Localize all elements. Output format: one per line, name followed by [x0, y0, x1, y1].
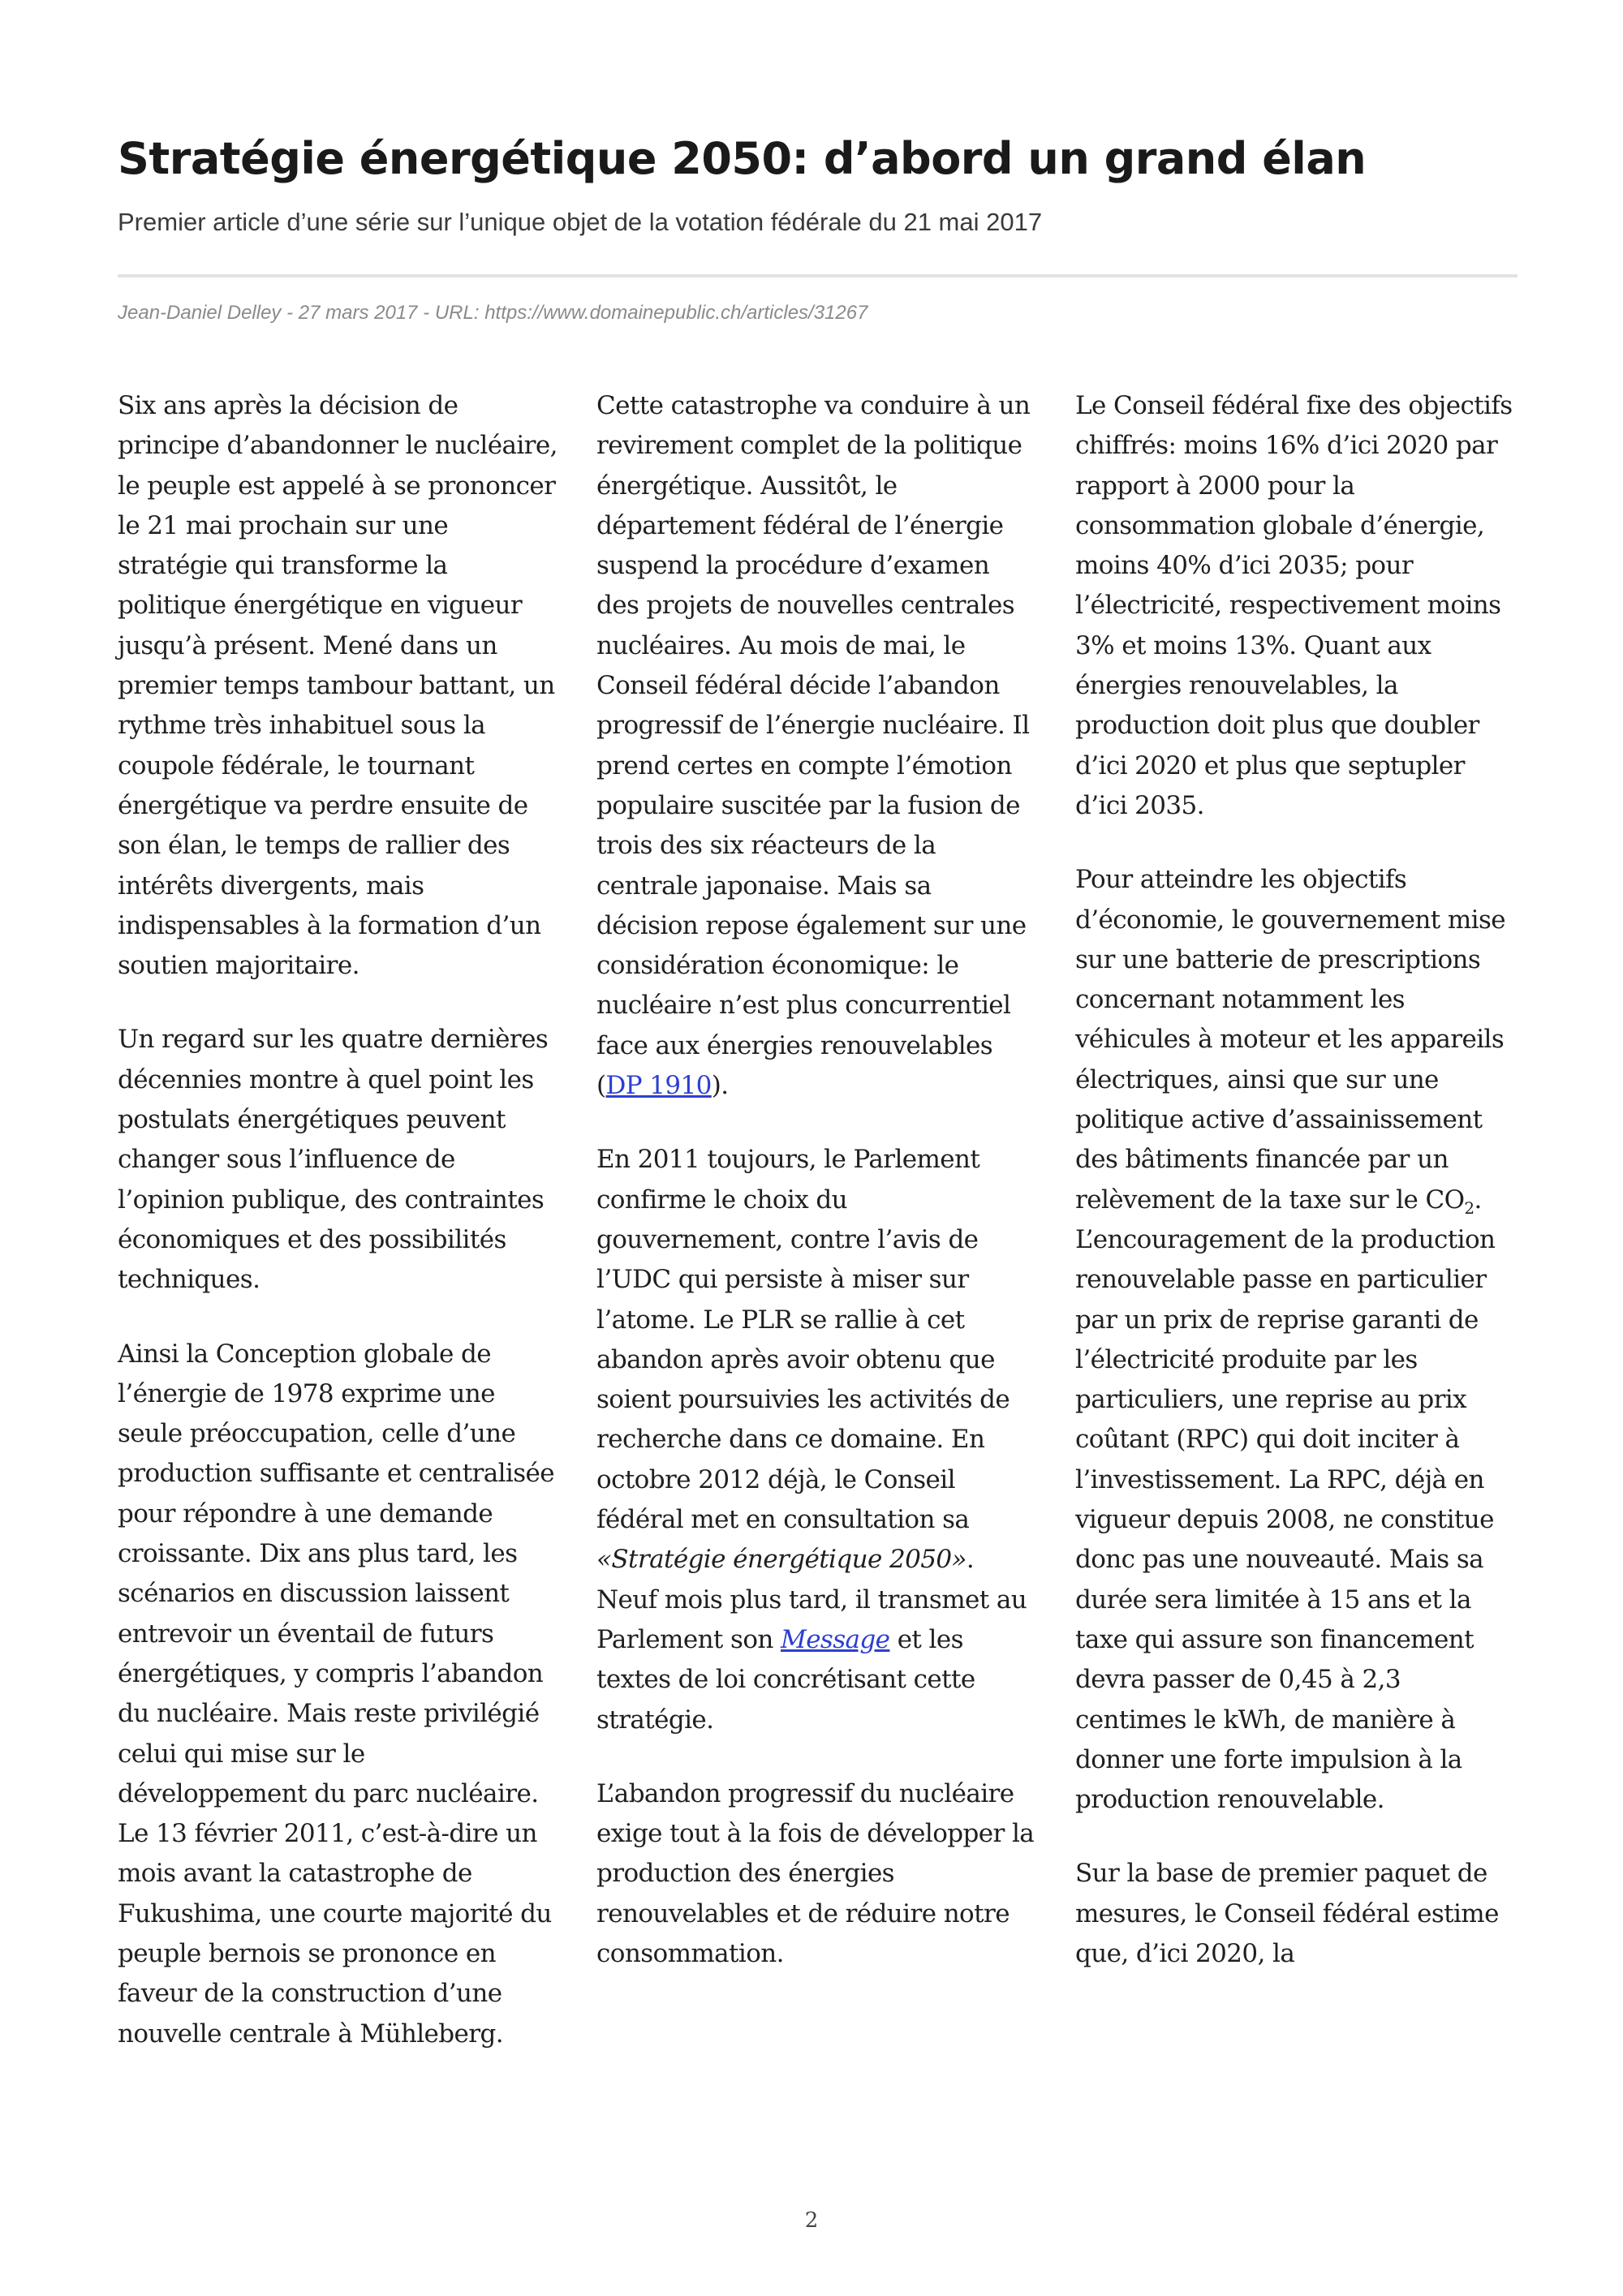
message-link[interactable]: Message — [781, 1624, 890, 1654]
paragraph: Le Conseil fédéral fixe des objectifs chiffrés: moins 16% d’ici 2020 par rapport à 2000 pour la consommation globale d’énergie, moins 40% d’ici 2035; pour l’électricité, respectivement moins 3% et moins 13%. Quant aux énergies renouvelables, la production doit plus que doubler d’ici 2020 et plus que septupler d’ici 2035. — [1075, 391, 1513, 820]
paragraph-text: ). — [711, 1071, 729, 1101]
paragraph: L’abandon progressif du nucléaire exige tout à la fois de développer la production des énergies renouvelables et de réduire notre consommation. — [596, 1778, 1035, 1968]
paragraph-text: . Neuf mois plus tard, il transmet au Parlement son — [596, 1545, 1027, 1654]
paragraph — [596, 1140, 1039, 1739]
article-title: Stratégie énergétique 2050: d’abord un grand élan — [118, 133, 1367, 184]
paragraph — [596, 386, 1039, 1106]
paragraph — [1075, 860, 1518, 1820]
article-subtitle: Premier article d’une série sur l’unique objet de la votation fédérale du 21 mai 2017 — [118, 208, 1043, 236]
paragraph-text: . L’encouragement de la production renouvelable passe en particulier par un prix de reprise garanti de l’électricité produite par les particuliers, une reprise au prix coûtant (RPC) qui doit inciter à l’investissement. La RPC, déjà en vigueur depuis 2008, ne constitue donc pas une nouveauté. Mais sa durée sera limitée à 15 ans et la taxe qui assure son financement devra passer de 0,45 à 2,3 centimes le kWh, de manière à donner une forte impulsion à la production renouvelable. — [1075, 1185, 1496, 1815]
paragraph-text: En 2011 toujours, le Parlement confirme le choix du gouvernement, contre l’avis de l’UDC qui persiste à miser sur l’atome. Le PLR se rallie à cet abandon après avoir obtenu que soient poursuivies les activités de recherche dans ce domaine. En octobre 2012 déjà, le Conseil fédéral met en consultation sa — [596, 1145, 1010, 1535]
paragraph-text: Cette catastrophe va conduire à un revirement complet de la politique énergétique. Aussitôt, le département fédéral de l’énergie suspend la procédure d’examen des projets de nouvelles centrales nucléaires. Au mois de mai, le Conseil fédéral décide l’abandon progressif de l’énergie nucléaire. Il prend certes en compte l’émotion populaire suscitée par la fusion de trois des six réacteurs de la centrale japonaise. Mais sa décision repose également sur une considération économique: le nucléaire n’est plus concurrentiel face aux énergies renouvelables ( — [596, 391, 1031, 1101]
strategy-title: «Stratégie énergétique 2050» — [596, 1545, 966, 1575]
text-column-1 — [118, 386, 560, 2088]
paragraph: Un regard sur les quatre dernières décennies montre à quel point les postulats énergétiques peuvent changer sous l’influence de l’opinion publique, des contraintes économiques et des possibilités techniques. — [118, 1025, 549, 1295]
text-column-3 — [1075, 386, 1518, 2008]
paragraph-text: et les textes de loi concrétisant cette stratégie. — [596, 1624, 975, 1735]
paragraph: Sur la base de premier paquet de mesures, le Conseil fédéral estime que, d’ici 2020, la — [1075, 1859, 1499, 1968]
paragraph: Six ans après la décision de principe d’abandonner le nucléaire, le peuple est appelé à se prononcer le 21 mai prochain sur une stratégie qui transforme la politique énergétique en vigueur jusqu’à présent. Mené dans un premier temps tambour battant, un rythme très inhabituel sous la coupole fédérale, le tournant énergétique va perdre ensuite de son élan, le temps de rallier des intérêts divergents, mais indispensables à la formation d’un soutien majoritaire. — [118, 391, 558, 981]
page-number: 2 — [804, 2208, 819, 2233]
subscript: 2 — [1464, 1197, 1474, 1218]
dp-1910-link[interactable]: DP 1910 — [605, 1071, 712, 1101]
paragraph: Ainsi la Conception globale de l’énergie de 1978 exprime une seule préoccupation, celle d’une production suffisante et centralisée pour répondre à une demande croissante. Dix ans plus tard, les scénarios en discussion laissent entrevoir un éventail de futurs énergétiques, y compris l’abandon du nucléaire. Mais reste privilégié celui qui mise sur le développement du parc nucléaire. Le 13 février 2011, c’est-à-dire un mois avant la catastrophe de Fukushima, une courte majorité du peuple bernois se prononce en faveur de la construction d’une nouvelle centrale à Mühleberg. — [118, 1339, 555, 2049]
paragraph-text: Pour atteindre les objectifs d’économie, le gouvernement mise sur une batterie de prescriptions concernant notamment les véhicules à moteur et les appareils électriques, ainsi que sur une politique active d’assainissement des bâtiments financée par un relèvement de la taxe sur le CO — [1075, 865, 1506, 1215]
article-meta: Jean-Daniel Delley - 27 mars 2017 - URL: https://www.domainepublic.ch/articles/31267 — [118, 302, 868, 324]
header-divider — [118, 274, 1518, 277]
text-column-2 — [596, 386, 1039, 2008]
